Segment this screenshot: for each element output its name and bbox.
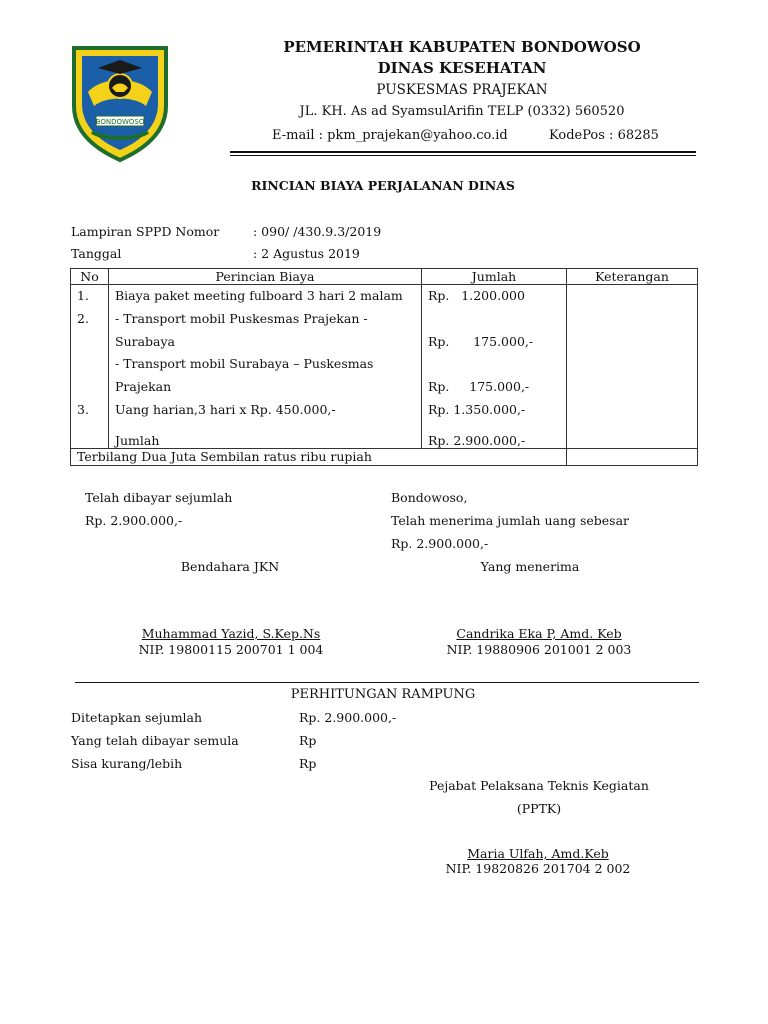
tanggal-value: : 2 Agustus 2019: [253, 246, 360, 261]
row-desc: - Transport mobil Surabaya – Puskesmas: [115, 356, 374, 372]
officer-name: Maria Ulfah, Amd.Keb: [467, 846, 609, 861]
row-desc: Uang harian,3 hari x Rp. 450.000,-: [115, 401, 336, 417]
amount-column: [422, 285, 567, 434]
row-desc: Surabaya: [115, 333, 176, 349]
table-words-row: [71, 449, 698, 466]
svg-text:BONDOWOSO: BONDOWOSO: [95, 118, 145, 126]
final-value: Rp: [299, 756, 317, 771]
row-amount: [428, 353, 560, 376]
officer-abbr: (PPTK): [516, 801, 562, 816]
letterhead-postcode: KodePos : 68285: [549, 128, 659, 143]
no-column: [71, 285, 109, 434]
total-value: Rp. 2.900.000,-: [422, 433, 567, 449]
cost-breakdown-table: [70, 268, 698, 466]
received-label: Telah menerima jumlah uang sebesar: [391, 513, 630, 528]
row-no: [77, 331, 102, 354]
row-no: 1.: [77, 288, 89, 303]
row-no: 3.: [77, 401, 89, 417]
row-amount: Rp. 175.000,-: [428, 379, 530, 395]
header-keterangan: Keterangan: [567, 269, 698, 285]
row-desc: Prajekan: [115, 379, 172, 395]
officer-nip: NIP. 19820826 201704 2 002: [445, 861, 631, 876]
paid-amount: Rp. 2.900.000,-: [85, 513, 183, 528]
bondowoso-emblem-logo: [68, 40, 172, 164]
header-jumlah: Jumlah: [422, 269, 567, 285]
officer-title: Pejabat Pelaksana Teknis Kegiatan: [429, 778, 649, 793]
section-divider: [75, 682, 699, 683]
letterhead-government: PEMERINTAH KABUPATEN BONDOWOSO: [283, 38, 641, 56]
final-label: Ditetapkan sejumlah: [71, 710, 203, 725]
table-header-row: [71, 269, 698, 285]
row-no: [77, 353, 102, 376]
letterhead-department: DINAS KESEHATAN: [377, 59, 547, 77]
document-title: RINCIAN BIAYA PERJALANAN DINAS: [251, 178, 515, 193]
row-amount: Rp. 175.000,-: [428, 333, 534, 349]
tanggal-label: Tanggal: [71, 246, 122, 261]
treasurer-title: Bendahara JKN: [180, 559, 280, 574]
table-body-row: [71, 285, 698, 434]
keterangan-column: [567, 285, 698, 434]
row-no: 2.: [77, 310, 89, 326]
header-no: No: [71, 269, 109, 285]
treasurer-nip: NIP. 19800115 200701 1 004: [138, 642, 324, 657]
received-amount: Rp. 2.900.000,-: [391, 536, 489, 551]
final-value: Rp. 2.900.000,-: [299, 710, 397, 725]
row-desc: Biaya paket meeting fulboard 3 hari 2 malam: [115, 288, 403, 303]
letterhead-address: JL. KH. As ad SyamsulArifin TELP (0332) 560520: [299, 104, 625, 119]
total-label: Jumlah: [109, 433, 422, 449]
letterhead-unit: PUSKESMAS PRAJEKAN: [376, 82, 548, 98]
description-column: [109, 285, 422, 434]
letterhead-divider-thin: [230, 155, 696, 156]
header-perincian: Perincian Biaya: [109, 269, 422, 285]
final-label: Yang telah dibayar semula: [71, 733, 239, 748]
place-label: Bondowoso,: [391, 490, 468, 505]
row-desc: - Transport mobil Puskesmas Prajekan -: [115, 310, 368, 326]
row-amount: [428, 308, 560, 331]
letterhead-divider: [230, 151, 696, 153]
row-no: [77, 376, 102, 399]
receiver-nip: NIP. 19880906 201001 2 003: [446, 642, 632, 657]
letterhead-email: E-mail : pkm_prajekan@yahoo.co.id: [272, 128, 508, 143]
lampiran-value: : 090/ /430.9.3/2019: [253, 224, 382, 239]
final-value: Rp: [299, 733, 317, 748]
treasurer-name: Muhammad Yazid, S.Kep.Ns: [141, 626, 321, 641]
lampiran-label: Lampiran SPPD Nomor: [71, 224, 220, 239]
receiver-name: Candrika Eka P, Amd. Keb: [456, 626, 622, 641]
paid-label: Telah dibayar sejumlah: [85, 490, 233, 505]
amount-in-words: Terbilang Dua Juta Sembilan ratus ribu rupiah: [71, 449, 567, 466]
receiver-title: Yang menerima: [480, 559, 580, 574]
final-label: Sisa kurang/lebih: [71, 756, 183, 771]
table-total-row: [71, 433, 698, 449]
row-amount: Rp. 1.350.000,-: [428, 401, 526, 417]
final-title: PERHITUNGAN RAMPUNG: [290, 687, 476, 702]
row-amount: Rp. 1.200.000: [428, 288, 525, 303]
